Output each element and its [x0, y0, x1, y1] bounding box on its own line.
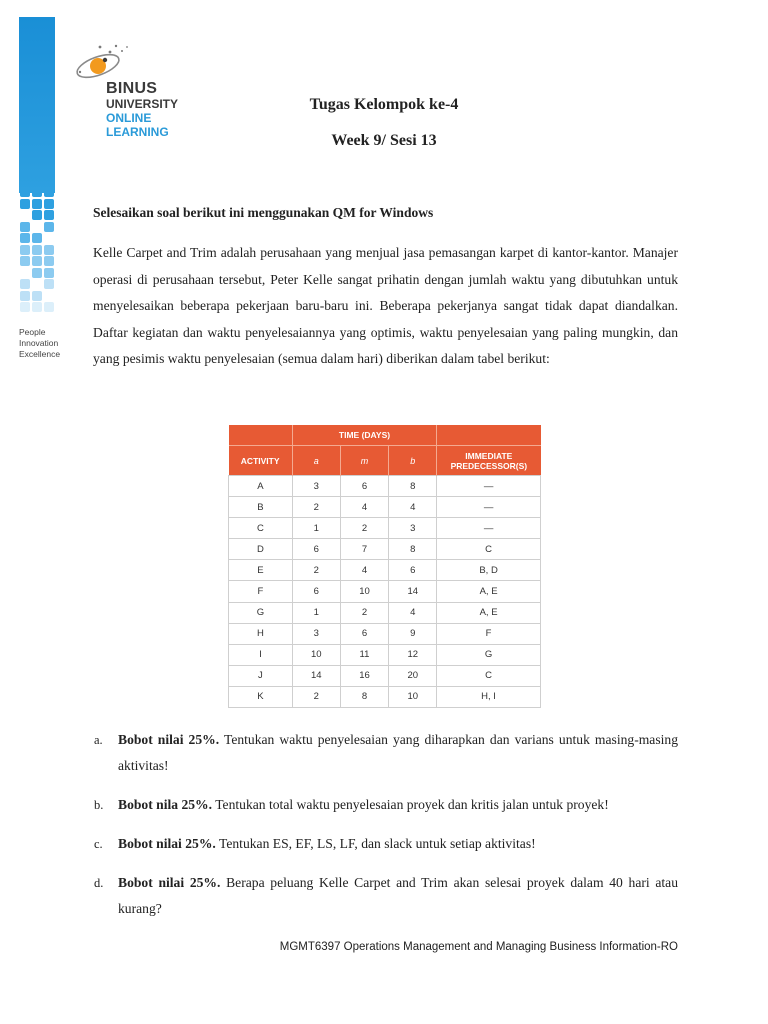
header-predecessors: IMMEDIATE PREDECESSOR(S): [437, 446, 541, 476]
cell-predecessors: A, E: [437, 602, 541, 623]
cell-m: 2: [340, 518, 389, 539]
question-text: Tentukan ES, EF, LS, LF, dan slack untuk setiap aktivitas!: [215, 836, 536, 851]
cell-m: 6: [340, 476, 389, 497]
cell-activity: F: [229, 581, 293, 602]
cell-activity: E: [229, 560, 293, 581]
table-row: [229, 560, 541, 581]
cell-m: 11: [340, 644, 389, 665]
cell-predecessors: —: [437, 518, 541, 539]
cell-activity: K: [229, 686, 293, 707]
tagline-line: Innovation: [19, 338, 59, 348]
logo-text-learning: LEARNING: [106, 125, 169, 139]
question-weight: Bobot nilai 25%.: [118, 732, 220, 747]
cell-activity: D: [229, 539, 293, 560]
activity-table: [228, 425, 541, 708]
cell-b: 4: [389, 497, 437, 518]
table-row: [229, 497, 541, 518]
cell-a: 1: [292, 518, 340, 539]
brand-tile: [44, 245, 54, 255]
header-m: m: [340, 446, 389, 476]
question-marker: a.: [94, 733, 103, 747]
cell-b: 8: [389, 539, 437, 560]
question-weight: Bobot nilai 25%.: [118, 875, 221, 890]
cell-m: 8: [340, 686, 389, 707]
brand-tile: [20, 187, 30, 197]
cell-a: 1: [292, 602, 340, 623]
question-weight: Bobot nilai 25%.: [118, 836, 216, 851]
cell-m: 7: [340, 539, 389, 560]
table-row: [229, 602, 541, 623]
instruction-heading: Selesaikan soal berikut ini menggunakan QM for Windows: [93, 205, 434, 220]
brand-tile: [44, 256, 54, 266]
cell-b: 14: [389, 581, 437, 602]
cell-activity: H: [229, 623, 293, 644]
question-marker: d.: [94, 876, 104, 890]
cell-b: 3: [389, 518, 437, 539]
brand-tile: [32, 187, 42, 197]
cell-predecessors: A, E: [437, 581, 541, 602]
assignment-subtitle: Week 9/ Sesi 13: [331, 132, 437, 149]
brand-tile: [44, 302, 54, 312]
brand-tile: [32, 291, 42, 301]
brand-tile: [20, 302, 30, 312]
question-text: Tentukan total waktu penyelesaian proyek dan kritis jalan untuk proyek!: [212, 797, 609, 812]
brand-tile: [32, 245, 42, 255]
question-item: [93, 792, 678, 818]
cell-predecessors: F: [437, 623, 541, 644]
cell-m: 10: [340, 581, 389, 602]
brand-side-bar: [19, 17, 55, 313]
cell-predecessors: C: [437, 665, 541, 686]
brand-tile: [44, 268, 54, 278]
cell-b: 8: [389, 476, 437, 497]
brand-tile: [44, 187, 54, 197]
question-item: [93, 831, 678, 857]
cell-a: 3: [292, 623, 340, 644]
question-text: Berapa peluang Kelle Carpet and Trim akan selesai proyek dalam 40 hari atau kurang?: [118, 875, 678, 916]
cell-m: 16: [340, 665, 389, 686]
brand-tile: [32, 233, 42, 243]
cell-a: 2: [292, 497, 340, 518]
brand-tagline: [19, 327, 60, 360]
brand-tile: [44, 210, 54, 220]
tagline-line: People: [19, 327, 46, 337]
brand-bar-tiles: [19, 187, 55, 313]
header-blank: [229, 425, 293, 446]
page-footer: MGMT6397 Operations Management and Managing Business Information-RO: [279, 941, 678, 953]
cell-b: 9: [389, 623, 437, 644]
brand-tile: [20, 222, 30, 232]
question-weight: Bobot nila 25%.: [118, 797, 213, 812]
cell-a: 2: [292, 686, 340, 707]
table-row: [229, 644, 541, 665]
cell-activity: J: [229, 665, 293, 686]
cell-a: 3: [292, 476, 340, 497]
question-text: Tentukan waktu penyelesaian yang diharapkan dan varians untuk masing-masing aktivitas!: [118, 732, 678, 773]
cell-b: 4: [389, 602, 437, 623]
brand-tile: [20, 233, 30, 243]
assignment-title: Tugas Kelompok ke-4: [309, 96, 459, 113]
table-row: [229, 476, 541, 497]
table-row: [229, 686, 541, 707]
brand-tile: [32, 302, 42, 312]
cell-a: 6: [292, 581, 340, 602]
tagline-line: Excellence: [19, 349, 61, 359]
header-activity: ACTIVITY: [229, 446, 293, 476]
brand-tile: [32, 256, 42, 266]
header-b: b: [389, 446, 437, 476]
brand-tile: [20, 256, 30, 266]
brand-tile: [44, 279, 54, 289]
activity-table-wrapper: [228, 425, 541, 708]
question-marker: b.: [94, 798, 104, 812]
cell-b: 10: [389, 686, 437, 707]
question-list: [93, 727, 678, 922]
cell-m: 6: [340, 623, 389, 644]
cell-m: 4: [340, 497, 389, 518]
brand-tile: [20, 245, 30, 255]
table-row: [229, 518, 541, 539]
header-blank: [437, 425, 541, 446]
cell-predecessors: —: [437, 476, 541, 497]
header-time-group: TIME (DAYS): [292, 425, 436, 446]
table-row: [229, 539, 541, 560]
brand-tile: [32, 199, 42, 209]
brand-tile: [32, 268, 42, 278]
brand-tile: [44, 199, 54, 209]
cell-activity: C: [229, 518, 293, 539]
cell-activity: I: [229, 644, 293, 665]
table-row: [229, 665, 541, 686]
cell-activity: B: [229, 497, 293, 518]
logo-text-university: UNIVERSITY: [106, 97, 179, 111]
cell-b: 20: [389, 665, 437, 686]
cell-b: 6: [389, 560, 437, 581]
question-item: [93, 727, 678, 779]
cell-m: 2: [340, 602, 389, 623]
cell-predecessors: C: [437, 539, 541, 560]
cell-predecessors: —: [437, 497, 541, 518]
cell-a: 2: [292, 560, 340, 581]
cell-a: 10: [292, 644, 340, 665]
activity-table-body: [229, 476, 541, 708]
cell-a: 14: [292, 665, 340, 686]
cell-predecessors: B, D: [437, 560, 541, 581]
cell-predecessors: H, I: [437, 686, 541, 707]
header-a: a: [292, 446, 340, 476]
cell-a: 6: [292, 539, 340, 560]
problem-paragraph: Kelle Carpet and Trim adalah perusahaan yang menjual jasa pemasangan karpet di kantor-kantor. Manajer operasi di perusahaan tersebut, Peter Kelle sangat prihatin dengan jumlah waktu yang dibutuhkan untuk menyelesaikan beberapa pekerjaan baru-baru ini. Beberapa pekerjanya sangat tidak dapat diandalkan. Daftar kegiatan dan waktu penyelesaiannya yang optimis, waktu penyelesaian yang paling mungkin, dan yang pesimis waktu penyelesaian (semua dalam hari) diberikan dalam tabel berikut:: [93, 245, 678, 366]
brand-tile: [20, 291, 30, 301]
binus-logo: [72, 38, 192, 142]
cell-m: 4: [340, 560, 389, 581]
binus-logo-mark-icon: [72, 38, 142, 86]
logo-text-online: ONLINE: [106, 111, 152, 125]
cell-b: 12: [389, 644, 437, 665]
brand-tile: [20, 199, 30, 209]
cell-predecessors: G: [437, 644, 541, 665]
logo-text-binus: BINUS: [106, 80, 158, 97]
brand-tile: [20, 279, 30, 289]
table-row: [229, 581, 541, 602]
brand-tile: [32, 210, 42, 220]
cell-activity: G: [229, 602, 293, 623]
question-item: [93, 870, 678, 922]
question-marker: c.: [94, 837, 103, 851]
brand-tile: [44, 222, 54, 232]
table-row: [229, 623, 541, 644]
cell-activity: A: [229, 476, 293, 497]
